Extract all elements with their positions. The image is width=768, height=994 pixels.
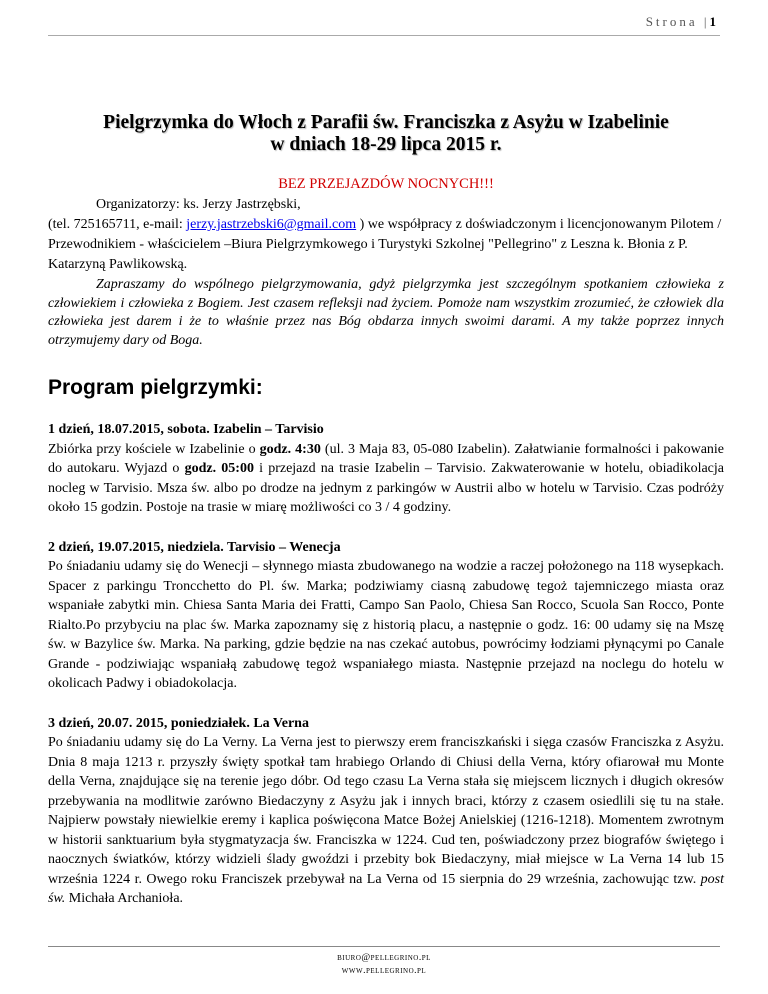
day-3-title: 3 dzień, 20.07. 2015, poniedziałek. La Verna (48, 715, 309, 731)
day-1-section (48, 420, 724, 518)
title-line-1: Pielgrzymka do Włoch z Parafii św. Franciszka z Asyżu w Izabelinie (103, 112, 669, 133)
intro-text: Zapraszamy do wspólnego pielgrzymowania, gdyż pielgrzymka jest szczególnym spotkaniem człowieka z człowiekiem i człowieka z Bogiem. Jest czasem refleksji nad życiem. Pomoże nam wszystkim zrozumieć, że człowiek dla człowieka jest darem i że to właśnie przez nas Bóg obdarza innych swoimi darami. A my także poprzez innych otrzymujemy dary od Boga. (48, 277, 724, 348)
day-2-section (48, 538, 724, 694)
intro-paragraph (48, 276, 724, 350)
footer-email-link[interactable]: biuro@pellegrino.pl (337, 953, 431, 963)
page-label: Strona (645, 14, 698, 29)
organizers-contact-suffix: ) we współpracy z doświadczonym i licencjonowanym Pilotem / Przewodnikiem - właścicielem –Biura Pielgrzymkowego i Turystyki Szkolnej "Pellegrino" z Leszna k. Błonia z P. Katarzyną Pawlikowską. (48, 217, 722, 272)
day-1-gathering-time: godz. 4:30 (259, 441, 321, 457)
page-footer (0, 952, 768, 978)
day-1-text-3: i przejazd na trasie Izabelin – Tarvisio. Zakwaterowanie w hotelu, obiadikolacja nocleg w Tarvisio. Msza św. albo po drodze na jednym z parkingów w Austrii albo w hotelu w Tarvisio. Czas podróży około 15 godzin. Postoje na trasie w miarę możliwości co 3 / 4 godziny. (48, 461, 724, 515)
day-2-title: 2 dzień, 19.07.2015, niedziela. Tarvisio – Wenecja (48, 539, 341, 555)
day-1-text-1: Zbiórka przy kościele w Izabelinie o (48, 441, 260, 457)
organizer-email-link[interactable]: jerzy.jastrzebski6@gmail.com (186, 217, 357, 232)
page-number: 1 (709, 14, 716, 29)
organizers-contact-prefix: (tel. 725165711, e-mail: (48, 217, 187, 232)
day-3-text-2: Michała Archanioła. (65, 891, 184, 906)
day-1-text-2: (ul. 3 Maja 83, 05-080 Izabelin). Załatwianie formalności i pakowanie do autokaru. Wyjazd o (48, 441, 725, 476)
day-1-departure-time: godz. 05:00 (184, 461, 254, 476)
day-3-text-1: Po śniadaniu udamy się do La Verny. La Verna jest to pierwszy erem franciszkański i sięga czasów Franciszka z Asyżu. Dnia 8 maja 1213 r. przyszły święty spotkał tam hrabiego Orlando di Chiusi della Verna, który ofiarował mu Monte della Verna, znajdujące się na terenie jego dóbr. Od tego czasu La Verna stała się miejscem licznych i długich okresów przebywania na modlitwie zarówno Biedaczyny z Asyżu jak i innych braci, którzy z czasem osiedlili się tu na stałe. Najpierw powstały niewielkie eremy i kaplica poświęcona Matce Bożej Anielskiej (1216-1218). Momentem zwrotnym w historii sanktuarium była stygmatyzacja św. Franciszka w 1224. Cud ten, poświadczony przez biografów świętego i naocznych światków, którzy widzieli ślady gwoździ i przebity bok Biedaczyny, miał miejsce w La Verna 14 lub 15 września 1224 r. Owego roku Franciszek przebywał na La Verna od 15 sierpnia do 29 września, zachowując tzw. (48, 735, 724, 887)
header-divider (48, 35, 720, 36)
no-night-travel-notice: BEZ PRZEJAZDÓW NOCNYCH!!! (278, 176, 494, 192)
document-title (48, 112, 724, 156)
day-1-title: 1 dzień, 18.07.2015, sobota. Izabelin – Tarvisio (48, 422, 324, 437)
organizers-paragraph (48, 195, 724, 275)
title-line-2: w dniach 18-29 lipca 2015 r. (270, 134, 502, 155)
page-separator: | (703, 14, 710, 29)
day-2-text: Po śniadaniu udamy się do Wenecji – słynnego miasta zbudowanego na wodzie a raczej położonego na 118 wysepkach. Spacer z parkingu Troncchetto do Pl. św. Marka; podziwiamy ciasną zabudowę tegoż tajemniczego miasta oraz wspaniałe zabytki min. Chiesa Santa Maria dei Fratti, Campo San Paolo, Chiesa San Rocco, Scuola San Rocco, Ponte Rialto.Po przybyciu na plac św. Marka zapoznamy się z historią placu, a następnie o godz. 16: 00 udamy się na Mszę św. w Bazylice św. Marka. Na parking, gdzie będzie na nas czekać autobus, powrócimy łodziami płynącymi po Canale Grande - podziwiając wspaniałą zabudowę tegoż wspaniałego miasta. Następnie przejazd na noclegu do hotelu w okolicach Padwy i obiadokolacja. (48, 559, 724, 691)
organizers-line: Organizatorzy: ks. Jerzy Jastrzębski, (96, 197, 301, 212)
footer-website-link[interactable]: www.pellegrino.pl (341, 966, 427, 976)
footer-divider (48, 946, 720, 947)
page-header (646, 14, 716, 30)
document-body (48, 112, 724, 909)
day-3-section (48, 714, 724, 909)
program-heading: Program pielgrzymki: (48, 376, 263, 399)
day-3-italic: post św. (48, 871, 724, 906)
